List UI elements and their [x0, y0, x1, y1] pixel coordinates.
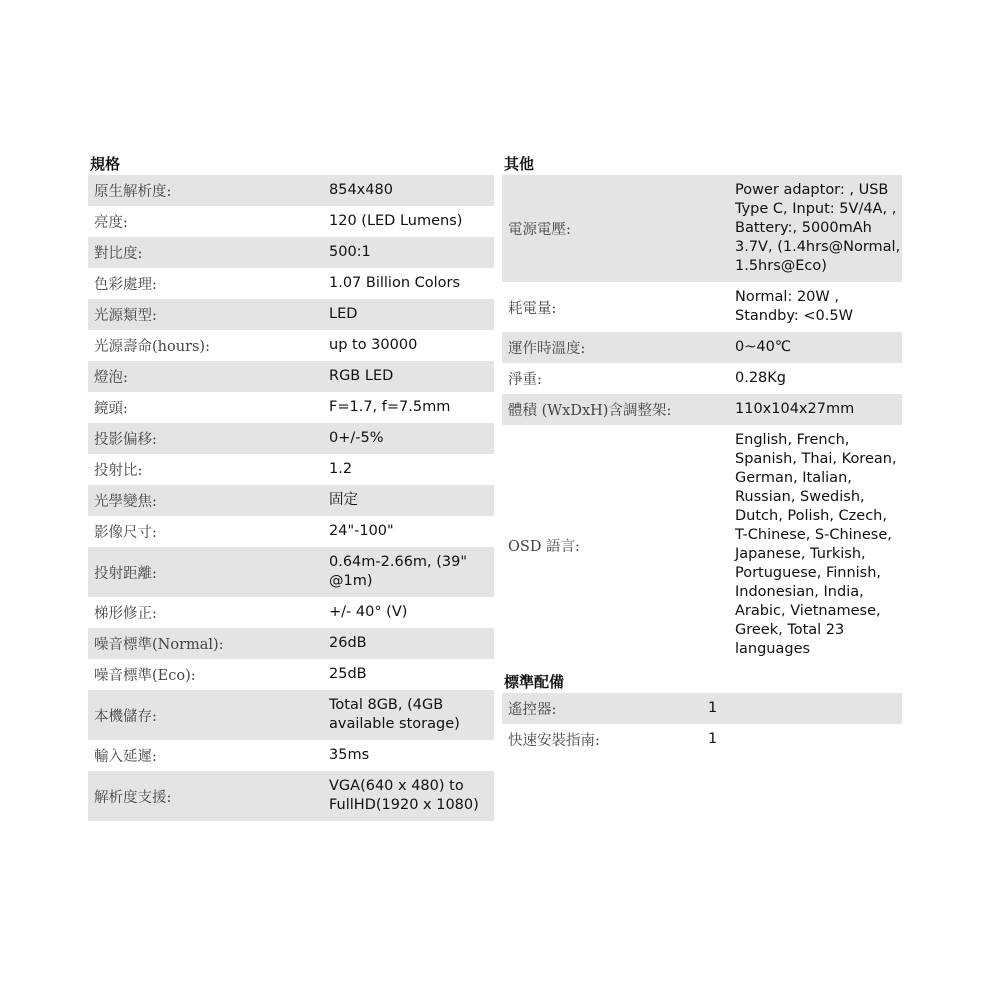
spec-row	[502, 693, 902, 724]
spec-row	[88, 423, 494, 454]
spec-label: 投射比:	[94, 463, 143, 479]
spec-row	[88, 485, 494, 516]
spec-value: RGB LED	[323, 361, 494, 392]
spec-row	[88, 175, 494, 206]
spec-value: 1	[708, 731, 718, 747]
spec-label: 光源壽命(hours):	[94, 339, 210, 355]
spec-label: 對比度:	[88, 237, 323, 268]
spec-label: 本機儲存:	[88, 690, 323, 740]
spec-value: Total 8GB, (4GB available storage)	[323, 690, 494, 740]
spec-label: 解析度支援:	[88, 771, 323, 821]
spec-row	[88, 516, 494, 547]
spec-row	[502, 363, 902, 394]
spec-row	[502, 394, 902, 425]
other-column	[502, 153, 902, 755]
spec-value: VGA(640 x 480) to FullHD(1920 x 1080)	[323, 771, 494, 821]
spec-label: 淨重:	[508, 372, 542, 388]
spec-value: 1.2	[329, 461, 353, 477]
spec-value: 0~40℃	[729, 332, 902, 363]
spec-value: 0+/-5%	[323, 423, 494, 454]
spec-value: 24"-100"	[329, 523, 394, 539]
spec-label: 鏡頭:	[94, 401, 128, 417]
spec-value: Normal: 20W , Standby: <0.5W	[735, 289, 853, 324]
section-title-accessories: 標準配備	[504, 673, 565, 691]
spec-label: 色彩處理:	[94, 277, 157, 293]
spec-value: 110x104x27mm	[729, 394, 902, 425]
spec-value: 120 (LED Lumens)	[329, 213, 463, 229]
spec-value: 35ms	[329, 747, 370, 763]
spec-row	[88, 206, 494, 237]
spec-value: 500:1	[323, 237, 494, 268]
spec-row	[88, 628, 494, 659]
spec-value: Power adaptor: , USB Type C, Input: 5V/4A, , Battery:, 5000mAh 3.7V, (1.4hrs@Normal, 1.5hrs@Eco)	[729, 175, 902, 282]
spec-label: 亮度:	[94, 215, 128, 231]
spec-label: 噪音標準(Normal):	[88, 628, 323, 659]
spec-row	[88, 330, 494, 361]
spec-row	[502, 282, 902, 332]
spec-label: 光學變焦:	[88, 485, 323, 516]
spec-value: 25dB	[329, 666, 367, 682]
spec-label: 運作時溫度:	[502, 332, 729, 363]
spec-row	[88, 361, 494, 392]
spec-value: LED	[323, 299, 494, 330]
spec-label: 快速安裝指南:	[508, 733, 600, 749]
spec-label: 噪音標準(Eco):	[94, 668, 196, 684]
spec-row	[88, 690, 494, 740]
spec-row	[88, 299, 494, 330]
spec-value: 1	[702, 693, 902, 724]
spec-row	[88, 268, 494, 299]
spec-row	[88, 547, 494, 597]
spec-label: 體積 (WxDxH)含調整架:	[502, 394, 729, 425]
spec-label: 光源類型:	[88, 299, 323, 330]
spec-row	[88, 392, 494, 423]
spec-label: 遙控器:	[502, 693, 702, 724]
spec-row	[88, 597, 494, 628]
spec-row	[88, 771, 494, 821]
spec-value: English, French, Spanish, Thai, Korean, German, Italian, Russian, Swedish, Dutch, Polish, Czech, T-Chinese, S-Chinese, Japanese, Turkish, Portuguese, Finnish, Indonesian, India, Arabic, Vietnamese, Greek, Total 23 languages	[735, 432, 897, 657]
spec-row	[502, 724, 902, 755]
spec-value: F=1.7, f=7.5mm	[329, 399, 451, 415]
spec-label: 投影偏移:	[88, 423, 323, 454]
specs-table	[88, 175, 494, 821]
spec-value: +/- 40° (V)	[329, 604, 408, 620]
spec-row	[88, 237, 494, 268]
spec-row	[88, 454, 494, 485]
spec-label: 耗電量:	[508, 300, 557, 317]
spec-row	[502, 332, 902, 363]
section-title-specs: 規格	[90, 155, 121, 173]
spec-label: 原生解析度:	[88, 175, 323, 206]
accessories-table	[502, 693, 902, 755]
spec-label: OSD 語言:	[508, 538, 580, 555]
spec-label: 燈泡:	[88, 361, 323, 392]
spec-value: 固定	[323, 485, 494, 516]
other-table	[502, 175, 902, 665]
spec-value: 1.07 Billion Colors	[329, 275, 461, 291]
spec-row	[502, 175, 902, 282]
spec-label: 輸入延遲:	[94, 749, 157, 765]
spec-row	[502, 425, 902, 665]
specs-column	[88, 153, 494, 860]
spec-value: up to 30000	[329, 337, 418, 353]
spec-label: 電源電壓:	[502, 175, 729, 282]
spec-value: 26dB	[323, 628, 494, 659]
spec-row	[88, 659, 494, 690]
spec-value: 854x480	[323, 175, 494, 206]
section-title-other: 其他	[504, 155, 535, 173]
spec-value: 0.28Kg	[735, 370, 786, 386]
spec-label: 梯形修正:	[94, 606, 157, 622]
spec-row	[88, 740, 494, 771]
spec-label: 投射距離:	[88, 547, 323, 597]
spec-label: 影像尺寸:	[94, 525, 157, 541]
spec-value: 0.64m-2.66m, (39" @1m)	[323, 547, 494, 597]
